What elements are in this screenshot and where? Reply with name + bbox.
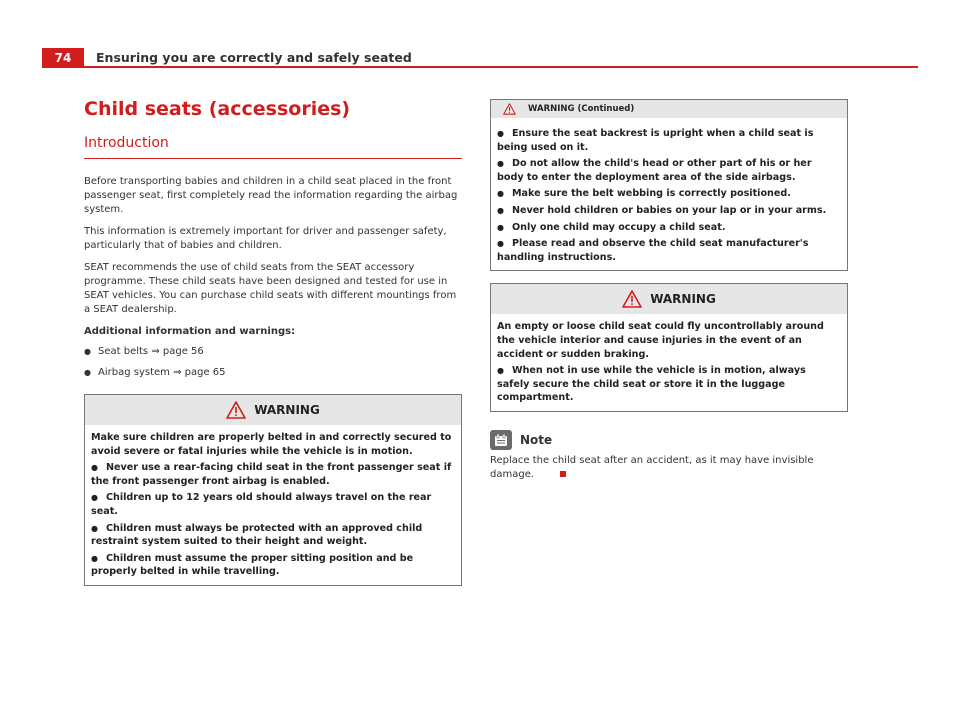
note-icon	[490, 430, 512, 450]
warning-box-2-header	[491, 284, 847, 314]
note-title: Note	[520, 432, 553, 447]
additional-info-label: Additional information and warnings:	[84, 326, 296, 337]
warning-intro: Make sure children are properly belted in and correctly secured to avoid severe or fatal injuries while the vehicle is in motion.	[91, 432, 452, 457]
warning-item: ● Never hold children or babies on your lap or in your arms.	[497, 204, 827, 216]
reference-list	[84, 345, 462, 380]
warning-2-title: WARNING	[650, 292, 716, 307]
warning-item: ● Make sure the belt webbing is correctly positioned.	[497, 188, 791, 200]
warning-item: ● Never use a rear-facing child seat in the front passenger seat if the front passenger front airbag is enabled.	[91, 462, 452, 487]
section-subheading: Introduction	[84, 134, 462, 159]
seat-belts-link[interactable]: ● Seat belts ⇒ page 56	[84, 345, 462, 359]
warning-continued-header	[491, 100, 847, 118]
right-column	[490, 99, 848, 482]
airbag-system-link[interactable]: ● Airbag system ⇒ page 65	[84, 366, 462, 380]
warning-continued-box	[490, 99, 848, 271]
warning-box-2-body	[491, 314, 847, 411]
warning-triangle-icon	[622, 290, 642, 308]
warning-item: ● Only one child may occupy a child seat.	[497, 221, 726, 233]
warning-triangle-icon	[226, 401, 246, 419]
note-header	[490, 430, 848, 450]
warning-2-intro: An empty or loose child seat could fly uncontrollably around the vehicle interior and cause injuries in the event of an accident or sudden braking.	[497, 321, 824, 360]
warning-box-2	[490, 283, 848, 412]
recommend-paragraph: SEAT recommends the use of child seats from the SEAT accessory programme. These child seats have been designed and tested for use in SEAT vehicles. You can purchase child seats with different mountings from a SEAT dealership.	[84, 262, 457, 315]
safety-paragraph: This information is extremely important for driver and passenger safety, particularly that of babies and children.	[84, 226, 447, 251]
section-heading: Child seats (accessories)	[84, 98, 351, 120]
warning-item: ● Ensure the seat backrest is upright when a child seat is being used on it.	[497, 128, 814, 153]
page-number: 74	[42, 48, 84, 68]
note-text: Replace the child seat after an accident, as it may have invisible damage.	[490, 454, 814, 480]
warning-continued-body	[491, 118, 847, 270]
warning-triangle-icon	[503, 103, 516, 115]
left-column	[84, 96, 462, 586]
section-end-marker	[560, 471, 566, 477]
warning-title: WARNING	[254, 403, 320, 417]
warning-continued-title: WARNING (Continued)	[528, 104, 635, 114]
warning-item: ● Do not allow the child's head or other part of his or her body to enter the deployment area of the side airbags.	[497, 158, 812, 183]
warning-item: ● Children must always be protected with an approved child restraint system suited to their height and weight.	[91, 522, 423, 548]
warning-item: ● Children must assume the proper sitting position and be properly belted in while travelling.	[91, 552, 414, 578]
warning-item: ● Please read and observe the child seat manufacturer's handling instructions.	[497, 238, 809, 263]
warning-box-body	[85, 425, 461, 585]
header-rule	[84, 66, 918, 68]
page-header-title: Ensuring you are correctly and safely seated	[96, 50, 412, 65]
warning-item: ● When not in use while the vehicle is in motion, always safely secure the child seat or store it in the luggage compartment.	[497, 365, 806, 404]
warning-box	[84, 394, 462, 586]
warning-box-header	[85, 395, 461, 425]
intro-paragraph: Before transporting babies and children in a child seat placed in the front passenger seat, first completely read the information regarding the airbag system.	[84, 176, 458, 215]
warning-item: ● Children up to 12 years old should always travel on the rear seat.	[91, 492, 432, 517]
